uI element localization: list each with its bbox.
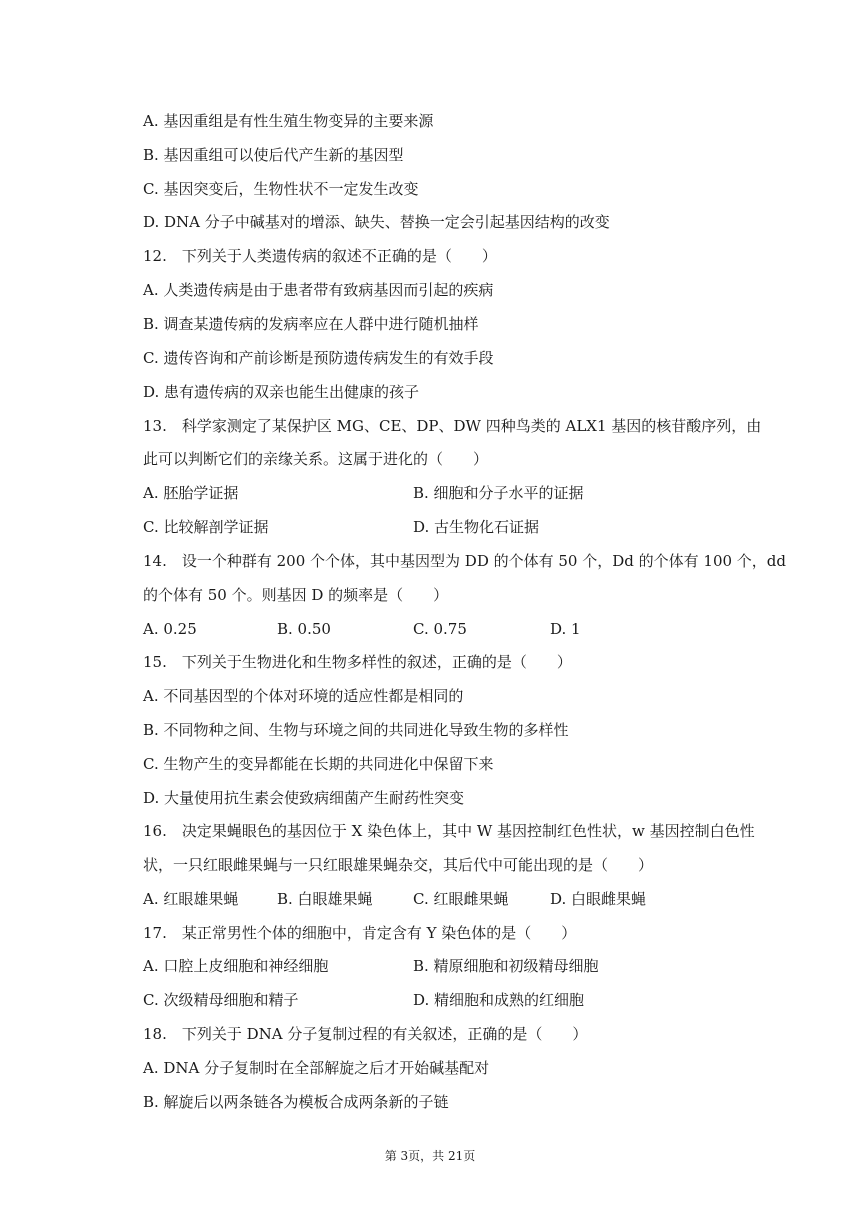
q13-stem-line2: 此可以判断它们的亲缘关系。这属于进化的（ ） <box>143 450 489 468</box>
q14-stem-line1: 14. 设一个种群有 200 个个体，其中基因型为 DD 的个体有 50 个，Dd 的个体有 100 个，dd <box>143 552 787 570</box>
q11-option-c: C. 基因突变后，生物性状不一定发生改变 <box>143 180 419 198</box>
q16-option-d: D. 白眼雌果蝇 <box>550 890 647 908</box>
q14-option-d: D. 1 <box>550 620 581 638</box>
q18-option-b: B. 解旋后以两条链各为模板合成两条新的子链 <box>143 1093 449 1111</box>
q17-option-a: A. 口腔上皮细胞和神经细胞 <box>143 957 329 975</box>
q12-stem: 12. 下列关于人类遗传病的叙述不正确的是（ ） <box>143 247 497 265</box>
q12-option-d: D. 患有遗传病的双亲也能生出健康的孩子 <box>143 383 420 401</box>
q15-option-a: A. 不同基因型的个体对环境的适应性都是相同的 <box>143 687 464 705</box>
q15-stem: 15. 下列关于生物进化和生物多样性的叙述，正确的是（ ） <box>143 653 572 671</box>
q17-option-b: B. 精原细胞和初级精母细胞 <box>413 957 599 975</box>
q12-option-c: C. 遗传咨询和产前诊断是预防遗传病发生的有效手段 <box>143 349 494 367</box>
q17-option-d: D. 精细胞和成熟的红细胞 <box>413 991 585 1009</box>
q14-option-a: A. 0.25 <box>143 620 197 638</box>
q13-option-a: A. 胚胎学证据 <box>143 484 239 502</box>
q16-option-c: C. 红眼雌果蝇 <box>413 890 509 908</box>
q16-option-b: B. 白眼雄果蝇 <box>277 890 373 908</box>
q13-stem-line1: 13. 科学家测定了某保护区 MG、CE、DP、DW 四种鸟类的 ALX1 基因的核苷酸序列，由 <box>143 417 762 435</box>
q14-option-c: C. 0.75 <box>413 620 467 638</box>
q16-stem-line2: 状，一只红眼雌果蝇与一只红眼雄果蝇杂交，其后代中可能出现的是（ ） <box>143 856 654 874</box>
q17-stem: 17. 某正常男性个体的细胞中，肯定含有 Y 染色体的是（ ） <box>143 924 577 942</box>
q12-option-b: B. 调查某遗传病的发病率应在人群中进行随机抽样 <box>143 315 479 333</box>
q16-option-a: A. 红眼雄果蝇 <box>143 890 239 908</box>
q13-option-b: B. 细胞和分子水平的证据 <box>413 484 584 502</box>
q15-option-c: C. 生物产生的变异都能在长期的共同进化中保留下来 <box>143 755 494 773</box>
q17-option-c: C. 次级精母细胞和精子 <box>143 991 299 1009</box>
q16-stem-line1: 16. 决定果蝇眼色的基因位于 X 染色体上，其中 W 基因控制红色性状，w 基因控制白色性 <box>143 822 755 840</box>
q18-stem: 18. 下列关于 DNA 分子复制过程的有关叙述，正确的是（ ） <box>143 1025 588 1043</box>
q12-option-a: A. 人类遗传病是由于患者带有致病基因而引起的疾病 <box>143 281 494 299</box>
q14-stem-line2: 的个体有 50 个。则基因 D 的频率是（ ） <box>143 586 449 604</box>
q13-option-d: D. 古生物化石证据 <box>413 518 540 536</box>
page-footer: 第 3页，共 21页 <box>384 1149 476 1163</box>
q15-option-d: D. 大量使用抗生素会使致病细菌产生耐药性突变 <box>143 789 465 807</box>
q11-option-a: A. 基因重组是有性生殖生物变异的主要来源 <box>143 112 434 130</box>
q11-option-b: B. 基因重组可以使后代产生新的基因型 <box>143 146 404 164</box>
q18-option-a: A. DNA 分子复制时在全部解旋之后才开始碱基配对 <box>143 1059 490 1077</box>
q15-option-b: B. 不同物种之间、生物与环境之间的共同进化导致生物的多样性 <box>143 721 569 739</box>
q11-option-d: D. DNA 分子中碱基对的增添、缺失、替换一定会引起基因结构的改变 <box>143 213 610 231</box>
q14-option-b: B. 0.50 <box>277 620 331 638</box>
q13-option-c: C. 比较解剖学证据 <box>143 518 269 536</box>
